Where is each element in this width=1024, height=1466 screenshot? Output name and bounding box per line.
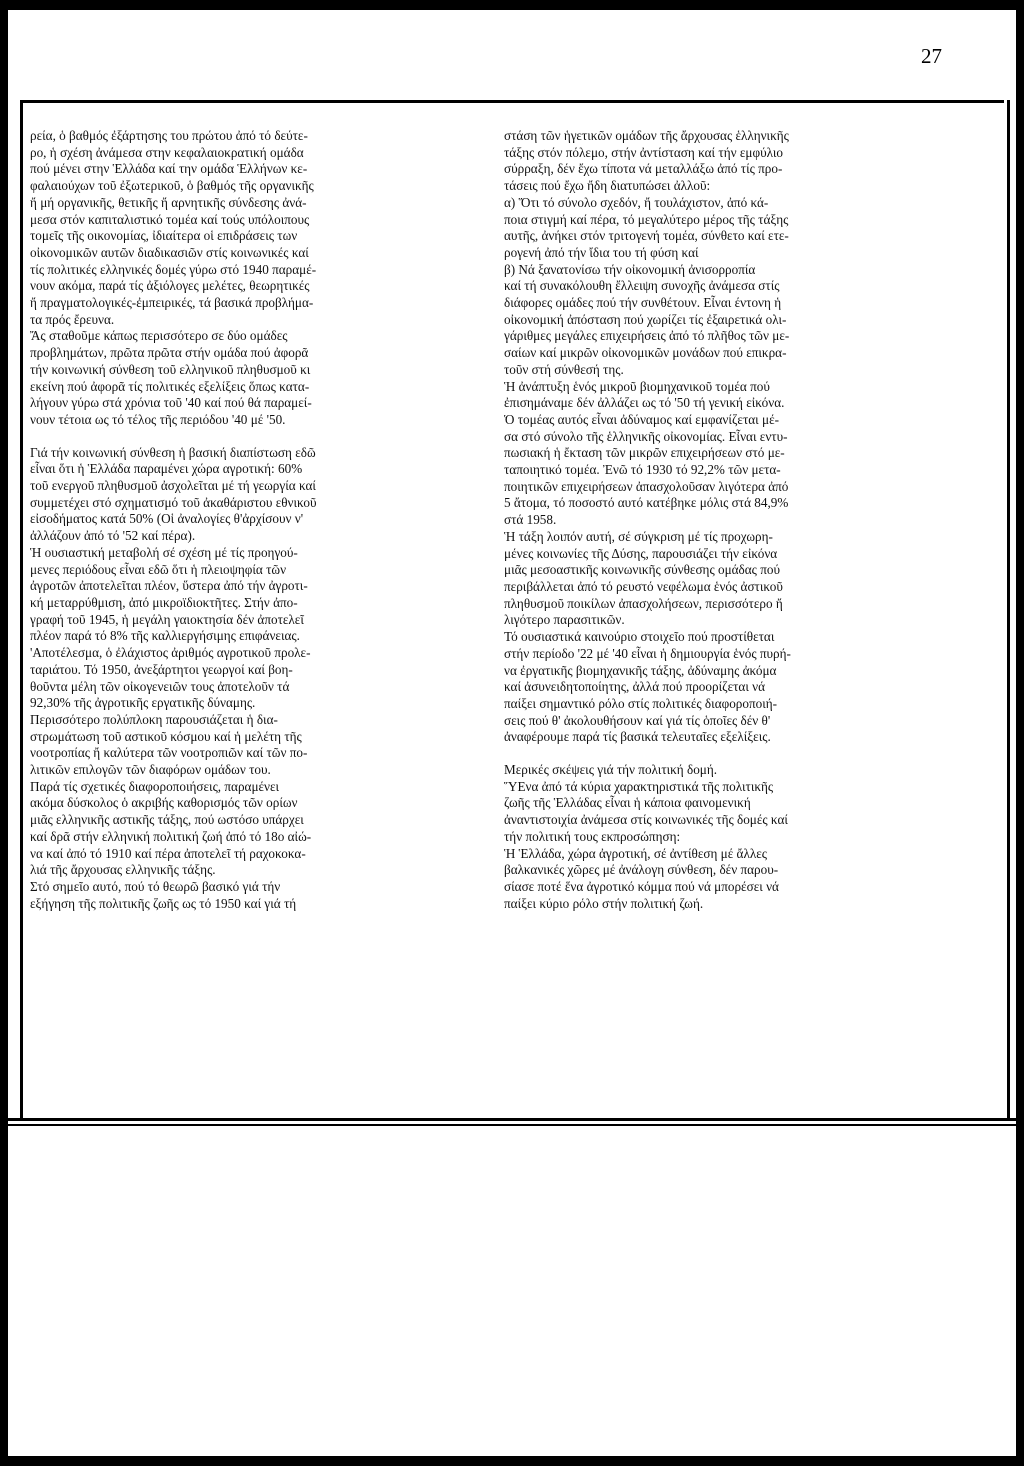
- left-paragraph-2: Ἄς σταθοῦμε κάπως περισσότερο σε δύο ομάδες προβλημάτων, πρῶτα πρῶτα στήν ομάδα πού ἀφορᾶ τήν κοινωνική σύνθεση τοῦ ελληνικοῦ πληθυσμοῦ κι εκείνη πού ἀφορᾶ τίς πολιτικές εξελίξεις ὅπως κατα- λήγουν γύρω στά χρόνια τοῦ '40 καί πού θά παραμεί- νουν τέτοια ως τό τέλος τῆς περιόδου '40 μέ '50.: [30, 328, 312, 427]
- frame-top-rule: [20, 100, 1004, 103]
- left-paragraph-7: Στό σημεῖο αυτό, πού τό θεωρῶ βασικό γιά τήν εξήγηση τῆς πολιτικῆς ζωῆς ως τό 1950 καί γιά τή: [30, 878, 297, 911]
- left-paragraph-6: Παρά τίς σχετικές διαφοροποιήσεις, παραμένει ακόμα δύσκολος ὁ ακριβής καθορισμός τῶν ορίων μιᾶς ελληνικῆς αστικῆς τάξης, πού ωστόσο υπάρχει καί δρᾶ στήν ελληνική πολιτική ζωή ἀπό τό 18ο αἰώ- να καί ἀπό τό 1910 καί πέρα ἀποτελεῖ τή ραχοκοκα- λιά τῆς ἄρχουσας ελληνικῆς τάξης.: [30, 778, 312, 878]
- document-page: [8, 10, 1016, 1456]
- bottom-rule: [8, 1118, 1016, 1121]
- left-paragraph-1: ρεία, ὁ βαθμός ἐξάρτησης του πρώτου ἀπό τό δεύτε- ρο, ἡ σχέση ἀνάμεσα στην κεφαλαιοκρατική ομάδα πού μένει στην Ἑλλάδα καί την ομάδα Ἑλλήνων κε- φαλαιούχων τοῦ ἐξωτερικοῦ, ὁ βαθμός τῆς οργανικῆς ἤ μή οργανικῆς, θετικῆς ἤ αρνητικῆς σύνδεσης ἀνά- μεσα στόν καπιταλιστικό τομέα καί τούς υπόλοιπους τομεῖς τῆς οικονομίας, ἰδιαίτερα οἱ επιδράσεις των οἰκονομικῶν αυτῶν διαδικασιῶν στίς κοινωνικές καί τίς πολιτικές ελληνικές δομές γύρω στό 1940 παραμέ- νουν ακόμα, παρά τίς ἀξιόλογες μελέτες, θεωρητικές ἤ πραγματολογικές-ἐμπειρικές, τά βασικά προβλήμα- τα πρός ἔρευνα.: [30, 128, 317, 327]
- page-number: 27: [921, 44, 942, 68]
- left-column: [30, 128, 474, 912]
- right-paragraph-1: στάση τῶν ἡγετικῶν ομάδων τῆς ἄρχουσας ἑλληνικῆς τάξης στόν πόλεμο, στήν ἀντίσταση καί τήν εμφύλιο σύρραξη, δέν ἔχω τίποτα νά μεταλλάξω ἀπό τίς προ- τάσεις πού ἔχω ἤδη διατυπώσει ἀλλοῦ:: [504, 128, 789, 194]
- right-paragraph-2: α) Ὅτι τό σύνολο σχεδόν, ἤ τουλάχιστον, ἀπό κά- ποια στιγμή καί πέρα, τό μεγαλύτερο μέρος τῆς τάξης αυτῆς, ἀνήκει στόν τριτογενή τομέα, σύνθετο καί ετε- ρογενή ἀπό τήν ἴδια του τή φύση καί: [504, 194, 789, 260]
- left-paragraph-3: Γιά τήν κοινωνική σύνθεση ἡ βασική διαπίστωση εδῶ εἶναι ὅτι ἡ Ἑλλάδα παραμένει χώρα αγροτική: 60% τοῦ ενεργοῦ πληθυσμοῦ ἀσχολεῖται μέ τή γεωργία καί συμμετέχει στό σχηματισμό τοῦ ἀκαθάριστου εθνικοῦ εἰσοδήματος κατά 50% (Οἱ ἀναλογίες θ'ἀρχίσουν ν' ἀλλάζουν ἀπό τό '52 καί πέρα).: [30, 444, 317, 544]
- bottom-rule-secondary: [8, 1124, 1016, 1126]
- left-paragraph-4: Ἡ ουσιαστική μεταβολή σέ σχέση μέ τίς προηγού- μενες περιόδους εἶναι εδῶ ὅτι ἡ πλειοψηφία τῶν ἀγροτῶν ἀποτελεῖται πλέον, ὕστερα ἀπό τήν ἀγροτι- κή μεταρρύθμιση, ἀπό μικροϊδιοκτῆτες. Στήν ἀπο- γραφή τοῦ 1945, ἡ μεγάλη γαιοκτησία δέν ἀποτελεῖ πλέον παρά τό 8% τῆς καλλιεργήσιμης επιφάνειας. 'Αποτέλεσμα, ὁ ἐλάχιστος ἀριθμός αγροτικοῦ προλε- ταριάτου. Τό 1950, ἀνεξάρτητοι γεωργοί καί βοη- θοῦντα μέλη τῶν οἰκογενειῶν τους ἀποτελοῦν τά 92,30% τῆς ἀγροτικῆς εργατικῆς δύναμης.: [30, 544, 311, 711]
- right-column: [504, 128, 936, 912]
- left-paragraph-5: Περισσότερο πολύπλοκη παρουσιάζεται ἡ δια- στρωμάτωση τοῦ αστικοῦ κόσμου καί ἡ μελέτη τῆς νοοτροπίας ἤ καλύτερα τῶν νοοτροπιῶν καί τῶν πο- λιτικῶν επιλογῶν τῶν διαφόρων ομάδων του.: [30, 711, 308, 778]
- right-paragraph-6: Τό ουσιαστικά καινούριο στοιχεῖο πού προστίθεται στήν περίοδο '22 μέ '40 εἶναι ἡ δημιουργία ἑνός πυρή- να ἐργατικῆς βιομηχανικῆς τάξης, ἀδύναμης ἀκόμα καί ἀσυνειδητοποίητης, ἀλλά πού προορίζεται νά παίξει σημαντικό ρόλο στίς πολιτικές διαφοροποιή- σεις πού θ' ἀκολουθήσουν καί γιά τίς ὁποῖες δέν θ' ἀναφέρουμε παρά τίς βασικά τελευταῖες εξελίξεις.: [504, 629, 791, 745]
- right-paragraph-8: Ἡ Ἑλλάδα, χώρα ἀγροτική, σέ ἀντίθεση μέ ἄλλες βαλκανικές χῶρες μέ ἀνάλογη σύνθεση, δέν παρου- σίασε ποτέ ἕνα ἀγροτικό κόμμα πού νά μπορέσει νά παίξει κύριο ρόλο στήν πολιτική ζωή.: [504, 845, 779, 911]
- frame-left-rule: [20, 100, 23, 1118]
- right-paragraph-7: Μερικές σκέψεις γιά τήν πολιτική δομή. ὝΕνα ἀπό τά κύρια χαρακτηριστικά τῆς πολιτικῆς ζωῆς τῆς Ἑλλάδας εἶναι ἡ κάποια φαινομενική ἀναντιστοιχία ἀνάμεσα στίς κοινωνικές τῆς δομές καί τήν πολιτική τους εκπροσώπηση:: [504, 762, 788, 844]
- right-paragraph-3: β) Νά ξανατονίσω τήν οἰκονομική ἀνισορροπία καί τή συνακόλουθη ἔλλειψη συνοχῆς ἀνάμεσα στίς διάφορες ομάδες πού τήν συνθέτουν. Εἶναι έντονη ἡ οἰκονομική ἀπόσταση πού χωρίζει τίς ἐξαιρετικά ολι- γάριθμες μεγάλες επιχειρήσεις ἀπό τό πλῆθος τῶν με- σαίων καί μικρῶν οἰκονομικῶν μονάδων πού επικρα- τοῦν στή σύνθεσή της.: [504, 261, 790, 377]
- frame-right-rule: [1007, 100, 1010, 1118]
- right-paragraph-4: Ἡ ἀνάπτυξη ἑνός μικροῦ βιομηχανικοῦ τομέα πού ἐπισημάναμε δέν ἀλλάζει ως τό '50 τή γενική εἰκόνα. Ὁ τομέας αυτός εἶναι ἀδύναμος καί εμφανίζεται μέ- σα στό σύνολο τῆς ἑλληνικῆς οἰκονομίας. Εἶναι εντυ- πωσιακή ἡ ἔκταση τῶν μικρῶν επιχειρήσεων στό με- ταποιητικό τομέα. Ἐνῶ τό 1930 τό 92,2% τῶν μετα- ποιητικῶν επιχειρήσεων ἀπασχολοῦσαν λιγότερα ἀπό 5 ἄτομα, τό ποσοστό αυτό κατέβηκε μόλις στά 84,9% στά 1958.: [504, 378, 789, 528]
- right-paragraph-5: Ἡ τάξη λοιπόν αυτή, σέ σύγκριση μέ τίς προχωρη- μένες κοινωνίες τῆς Δύσης, παρουσιάζει τήν εἰκόνα μιᾶς μεσοαστικῆς κοινωνικῆς σύνθεσης ομάδας πού περιβάλλεται ἀπό τό ρευστό νεφέλωμα ἑνός ἀστικοῦ πληθυσμοῦ ποικίλων ἀπασχολήσεων, περισσότερο ἤ λιγότερο παρασιτικῶν.: [504, 528, 783, 628]
